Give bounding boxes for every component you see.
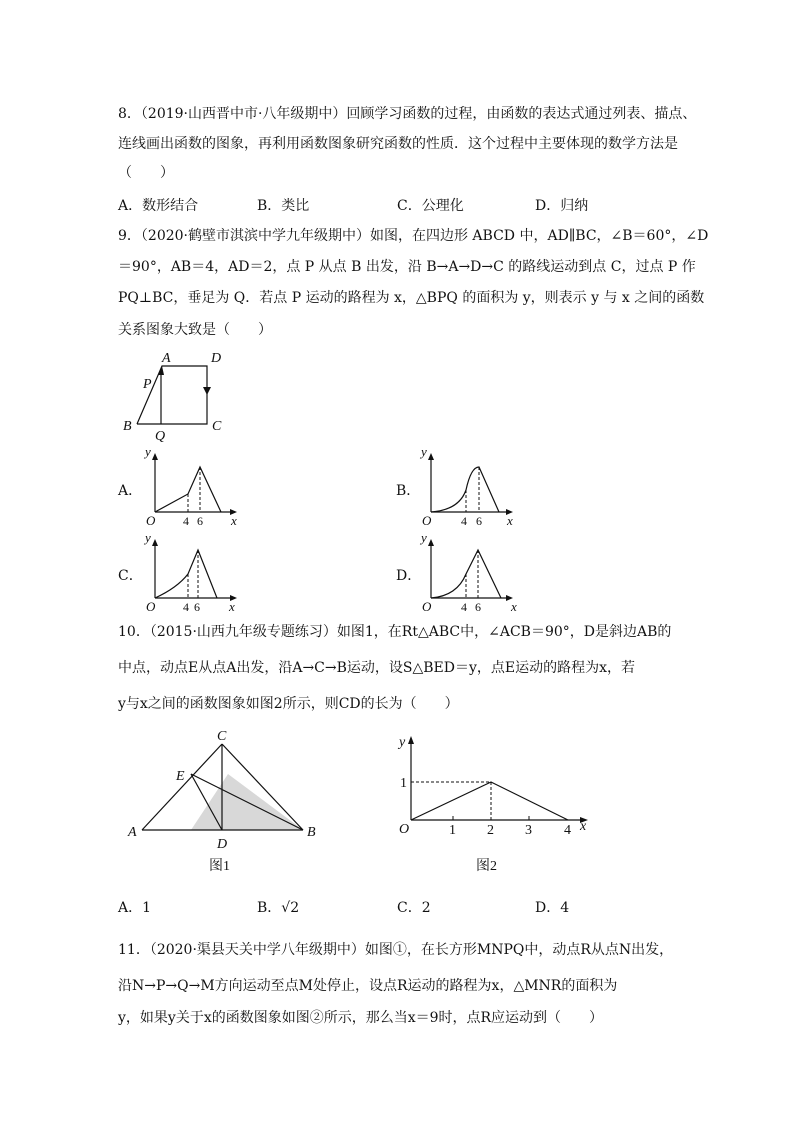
q10-option-d: D．4	[535, 900, 570, 916]
q9-option-b-letter: B．	[396, 483, 421, 499]
q10-option-b: B．√2	[257, 900, 300, 916]
y-arrow-icon	[152, 453, 158, 460]
tick-4: 4	[461, 514, 467, 528]
x-tick-4: 4	[564, 823, 571, 838]
fig1-caption: 图1	[209, 859, 230, 874]
tick-6: 6	[197, 514, 203, 528]
q8-line1: 8．（2019·山西晋中市·八年级期中）回顾学习函数的过程，由函数的表达式通过列表、描点、	[118, 106, 697, 122]
q8-line2: 连线画出函数的图象，再利用函数图象研究函数的性质．这个过程中主要体现的数学方法是	[118, 136, 678, 152]
origin-label: O	[146, 599, 156, 614]
q11-line1: 11．（2020·渠县天关中学八年级期中）如图①，在长方形MNPQ中，动点R从点N出发，	[118, 942, 674, 958]
quadrilateral-abcd	[137, 366, 207, 424]
arrow-dc-icon	[203, 387, 211, 395]
q9-option-a-letter: A．	[118, 483, 143, 499]
y-arrow-icon	[428, 453, 434, 460]
q9-option-a-graph	[145, 444, 245, 530]
y-arrow-icon	[428, 539, 434, 546]
label-e: E	[176, 769, 185, 784]
label-a: A	[162, 351, 171, 366]
q9-option-c-graph	[145, 530, 245, 616]
x-label: x	[580, 819, 587, 834]
tick-4: 4	[183, 600, 189, 614]
label-c: C	[217, 729, 227, 744]
tick-4: 4	[183, 514, 189, 528]
label-b: B	[307, 825, 316, 840]
label-a: A	[128, 825, 137, 840]
tick-6: 6	[476, 514, 482, 528]
x-label: x	[507, 513, 513, 528]
tick-4: 4	[461, 600, 467, 614]
tick-6: 6	[194, 600, 200, 614]
y-label: y	[145, 530, 151, 545]
x-label: x	[231, 513, 237, 528]
origin-label: O	[399, 822, 410, 837]
function-curve	[431, 467, 499, 512]
x-label: x	[229, 599, 235, 614]
y-label: y	[145, 444, 151, 459]
q9-line1: 9．（2020·鹤壁市淇滨中学九年级期中）如图，在四边形 ABCD 中，AD∥BC，∠B＝60°，∠D	[118, 228, 709, 244]
y-label: y	[421, 444, 427, 459]
q9-option-d-letter: D．	[396, 568, 422, 584]
q8-line3: （ ）	[118, 165, 174, 181]
q10-option-c: C．2	[397, 900, 431, 916]
x-label: x	[511, 599, 517, 614]
function-line	[411, 782, 568, 820]
x-tick-2: 2	[487, 823, 494, 838]
label-b: B	[123, 419, 132, 434]
y-tick-1: 1	[400, 776, 407, 791]
label-d: D	[211, 351, 222, 366]
y-arrow-icon	[408, 736, 414, 744]
q8-option-a: A．数形结合	[118, 198, 199, 214]
q9-option-d-graph	[421, 530, 521, 616]
origin-label: O	[422, 513, 432, 528]
q10-line3: y与x之间的函数图象如图2所示，则CD的长为（ ）	[118, 696, 459, 712]
q10-line2: 中点，动点E从点A出发，沿A→C→B运动，设S△BED＝y，点E运动的路程为x，若	[118, 660, 636, 676]
q9-option-c-letter: C．	[118, 568, 143, 584]
label-p: P	[143, 377, 152, 392]
q10-option-a: A．1	[118, 900, 152, 916]
q8-option-d: D．归纳	[535, 198, 589, 214]
q10-figure-2	[390, 730, 600, 880]
label-d: D	[217, 837, 228, 852]
origin-label: O	[422, 599, 432, 614]
x-tick-3: 3	[525, 823, 532, 838]
q9-line2: ＝90°，AB＝4，AD＝2，点 P 从点 B 出发，沿 B→A→D→C 的路线运动到点 C，过点 P 作	[118, 259, 696, 275]
origin-label: O	[146, 513, 156, 528]
q10-figure-1	[125, 730, 330, 880]
q8-option-c: C．公理化	[397, 198, 464, 214]
q10-line1: 10．（2015·山西九年级专题练习）如图1，在Rt△ABC中，∠ACB＝90°，D是斜边AB的	[118, 624, 672, 640]
label-q: Q	[155, 429, 166, 444]
label-c: C	[212, 419, 222, 434]
q9-line3: PQ⊥BC，垂足为 Q．若点 P 运动的路程为 x，△BPQ 的面积为 y，则表示 y 与 x 之间的函数	[118, 290, 705, 306]
y-arrow-icon	[152, 539, 158, 546]
y-label: y	[421, 530, 427, 545]
y-label: y	[399, 735, 406, 750]
q8-option-b: B．类比	[257, 198, 310, 214]
q9-option-b-graph	[421, 444, 521, 530]
q11-line2: 沿N→P→Q→M方向运动至点M处停止，设点R运动的路程为x，△MNR的面积为	[118, 978, 618, 994]
fig2-caption: 图2	[476, 859, 497, 874]
q11-line3: y，如果y关于x的函数图象如图②所示，那么当x＝9时，点R应运动到（ ）	[118, 1010, 604, 1026]
function-curve	[155, 550, 217, 598]
tick-6: 6	[475, 600, 481, 614]
x-tick-1: 1	[449, 823, 456, 838]
q9-line4: 关系图象大致是（ ）	[118, 322, 272, 338]
q9-quadrilateral-figure	[115, 345, 235, 444]
